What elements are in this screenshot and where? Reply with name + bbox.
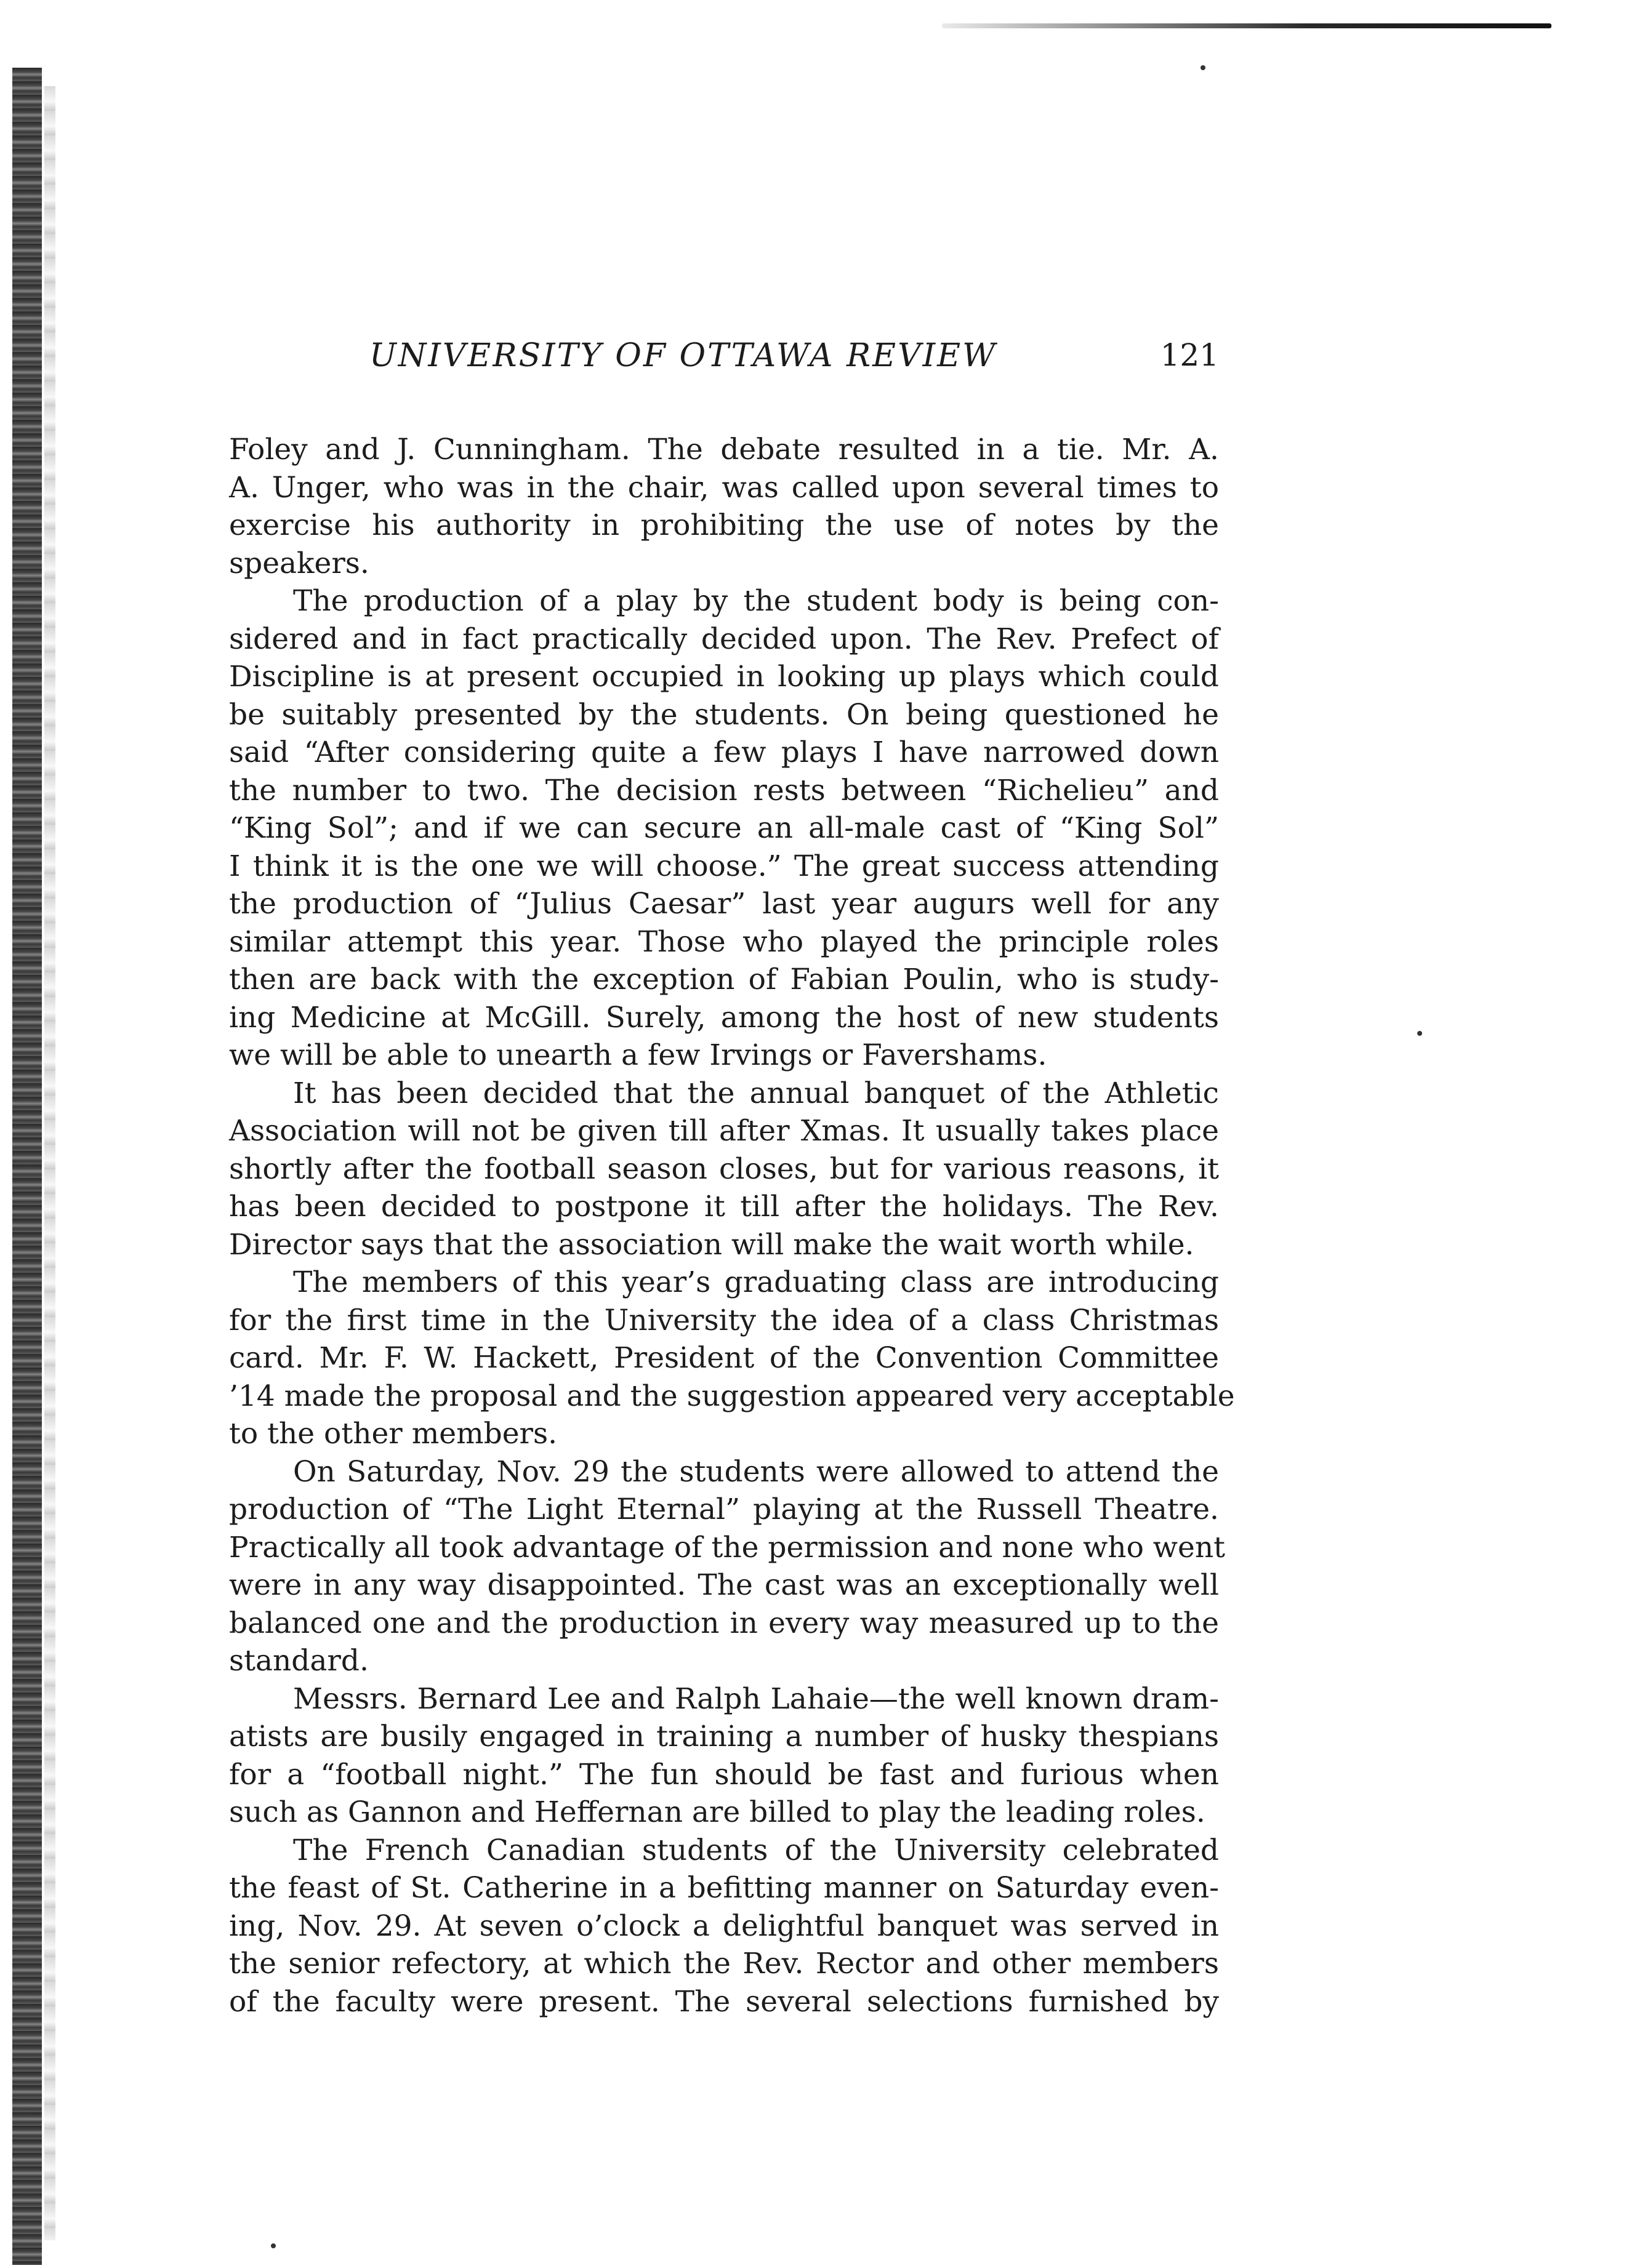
text-line: I think it is the one we will choose.” The great success attending	[229, 849, 1219, 883]
text-line: for a “football night.” The fun should be fast and furious when	[229, 1757, 1219, 1792]
text-line: Association will not be given till after Xmas. It usually takes place	[229, 1114, 1219, 1148]
text-line: Foley and J. Cunningham. The debate resulted in a tie. Mr. A.	[229, 433, 1219, 467]
scan-artifact-top-rule	[942, 23, 1551, 28]
text-line: sidered and in fact practically decided upon. The Rev. Prefect of	[229, 622, 1219, 656]
text-line: were in any way disappointed. The cast was an exceptionally well	[229, 1568, 1219, 1602]
text-line: said “After considering quite a few plays I have narrowed down	[229, 735, 1219, 769]
text-line: similar attempt this year. Those who played the principle roles	[229, 924, 1219, 959]
text-line: card. Mr. F. W. Hackett, President of the Convention Committee	[229, 1341, 1219, 1375]
page-binding-edge	[12, 68, 42, 2265]
text-line: ing, Nov. 29. At seven o’clock a delightful banquet was served in	[229, 1909, 1219, 1943]
text-line: Discipline is at present occupied in looking up plays which could	[229, 660, 1219, 694]
scan-speck	[1201, 65, 1205, 70]
page-binding-shadow	[44, 86, 55, 2240]
text-line: The members of this year’s graduating class are introducing	[293, 1265, 1219, 1299]
text-line: The French Canadian students of the University celebrated	[293, 1833, 1219, 1867]
text-line: to the other members.	[229, 1417, 558, 1451]
text-line: On Saturday, Nov. 29 the students were allowed to attend the	[293, 1454, 1219, 1489]
text-line: for the first time in the University the idea of a class Christmas	[229, 1303, 1219, 1337]
text-line: It has been decided that the annual banquet of the Athletic	[293, 1076, 1219, 1110]
page-number: 121	[1160, 337, 1219, 373]
text-line: the production of “Julius Caesar” last year augurs well for any	[229, 887, 1219, 921]
text-line: the number to two. The decision rests between “Richelieu” and	[229, 773, 1219, 807]
text-line: ’14 made the proposal and the suggestion appeared very acceptable	[229, 1379, 1235, 1413]
text-line: “King Sol”; and if we can secure an all-male cast of “King Sol”	[229, 811, 1219, 845]
article-body	[229, 431, 1235, 2021]
text-line: ing Medicine at McGill. Surely, among the host of new students	[229, 1000, 1219, 1035]
scan-speck	[271, 2243, 276, 2248]
journal-title: UNIVERSITY OF OTTAWA REVIEW	[369, 337, 997, 374]
text-line: Practically all took advantage of the permission and none who went	[229, 1530, 1226, 1565]
text-line: shortly after the football season closes, but for various reasons, it	[229, 1152, 1219, 1186]
text-line: The production of a play by the student body is being con-	[293, 584, 1219, 618]
text-line: the feast of St. Catherine in a befitting manner on Saturday even-	[229, 1871, 1219, 1905]
text-line: standard.	[229, 1644, 369, 1678]
text-line: we will be able to unearth a few Irvings or Favershams.	[229, 1038, 1047, 1072]
text-line: atists are busily engaged in training a number of husky thespians	[229, 1720, 1219, 1753]
scan-speck	[1417, 1031, 1422, 1036]
text-line: A. Unger, who was in the chair, was called upon several times to	[229, 470, 1219, 505]
text-line: such as Gannon and Heffernan are billed to play the leading roles.	[229, 1795, 1205, 1829]
text-line: be suitably presented by the students. On being questioned he	[229, 697, 1219, 732]
text-line: balanced one and the production in every way measured up to the	[229, 1606, 1219, 1640]
text-line: speakers.	[229, 546, 369, 580]
text-line: production of “The Light Eternal” playing at the Russell Theatre.	[229, 1493, 1219, 1526]
text-line: exercise his authority in prohibiting the use of notes by the	[229, 508, 1219, 542]
running-head	[369, 337, 1219, 380]
text-line: then are back with the exception of Fabian Poulin, who is study-	[229, 963, 1219, 996]
text-line: has been decided to postpone it till after the holidays. The Rev.	[229, 1190, 1219, 1224]
text-line: Director says that the association will make the wait worth while.	[229, 1227, 1194, 1262]
text-line: Messrs. Bernard Lee and Ralph Lahaie—the well known dram-	[293, 1681, 1219, 1716]
text-line: of the faculty were present. The several selections furnished by	[229, 1984, 1219, 2019]
text-line: the senior refectory, at which the Rev. Rector and other members	[229, 1947, 1219, 1981]
